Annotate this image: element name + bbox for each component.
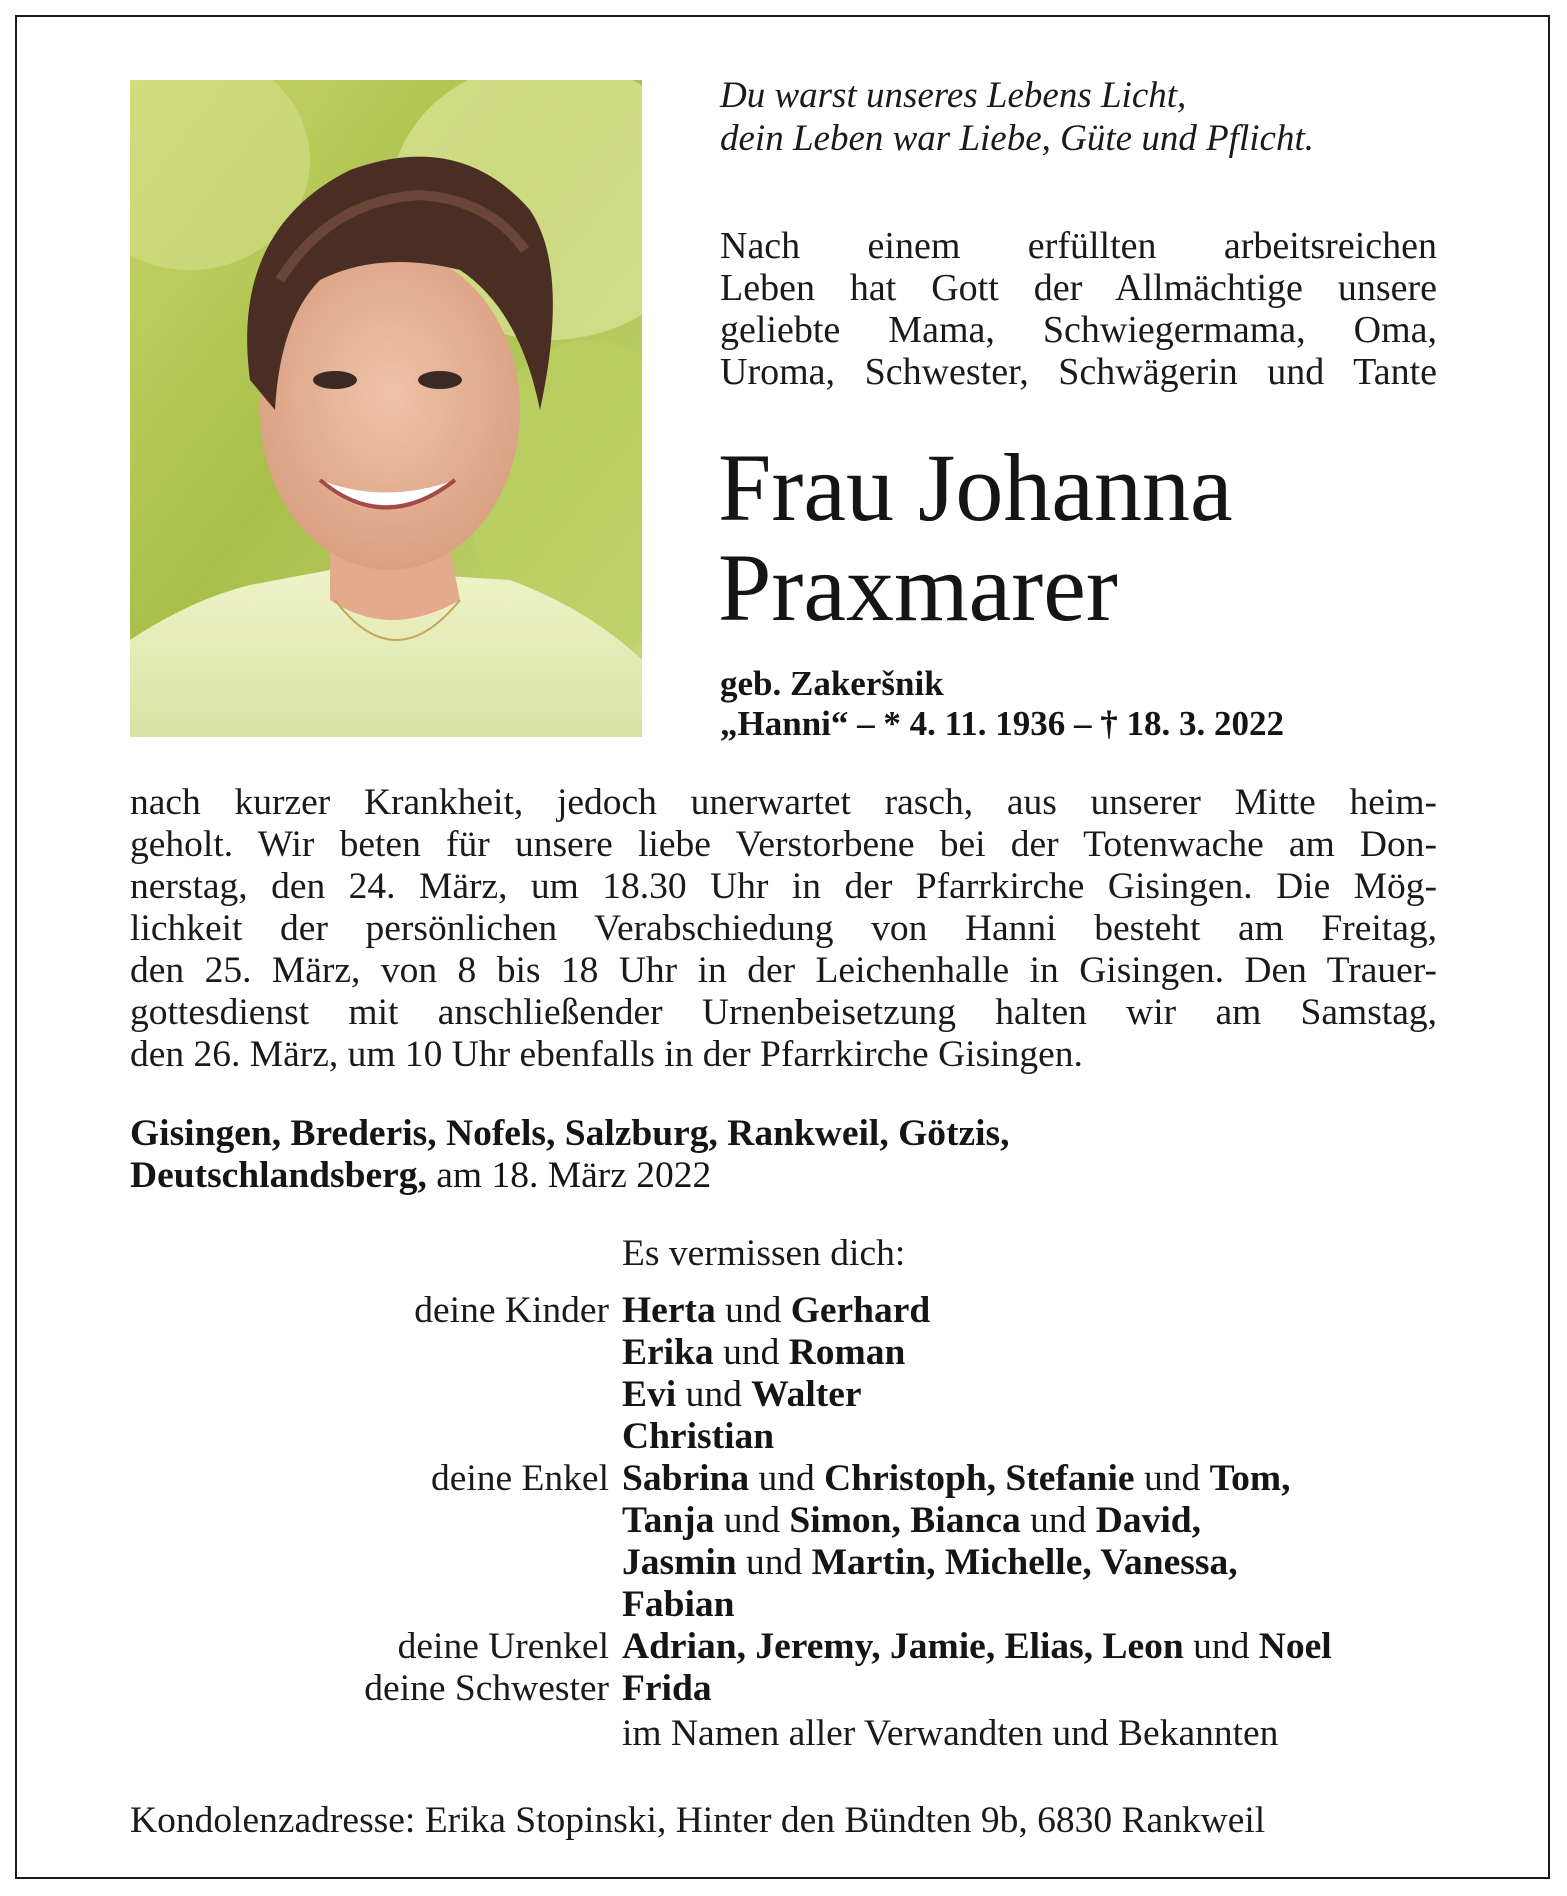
mourner-name: Tanja [622,1500,715,1541]
deceased-name-line-2: Praxmarer [718,534,1118,641]
mourner-name: Herta [622,1290,716,1331]
mourner-name: Gerhard [790,1290,931,1331]
motto [720,74,1440,160]
names-urenkel [622,1626,1332,1668]
relation-label-schwester: deine Schwester [364,1668,609,1709]
conjunction: und [725,1290,782,1331]
mourner-name: Christian [622,1416,775,1457]
motto-line-1: Du warst unseres Lebens Licht, [720,75,1187,116]
deceased-name [718,434,1478,641]
mourner-name: Evi [622,1374,677,1415]
conjunction: und [758,1458,815,1499]
places-and-date [130,1113,1330,1197]
mourner-name: David, [1095,1500,1201,1541]
mourner-name: Roman [788,1332,906,1373]
body-line: den 25. März, von 8 bis 18 Uhr in der Leichenhalle in Gisingen. Den Trauer- [130,950,1437,991]
closing-line: im Namen aller Verwandten und Bekannten [622,1713,1279,1754]
body-line: nerstag, den 24. März, um 18.30 Uhr in der Pfarrkirche Gisingen. Die Mög- [130,866,1437,907]
mourner-name: Adrian, Jeremy, Jamie, Elias, Leon [622,1626,1184,1667]
maiden-name: geb. Zakeršnik [720,664,944,703]
mourner-name: Simon, Bianca [789,1500,1021,1541]
conjunction: und [723,1332,780,1373]
mourner-name: Martin, Michelle, Vanessa, [811,1542,1238,1583]
mourner-name: Sabrina [622,1458,750,1499]
mourner-name: Tom, [1209,1458,1291,1499]
relation-label-enkel: deine Enkel [430,1458,609,1499]
mourner-name: Frida [622,1668,712,1709]
intro-line: Nach einem erfüllten arbeitsreichen [720,225,1437,267]
intro-line: Uroma, Schwester, Schwägerin und Tante [720,351,1437,393]
conjunction: und [685,1374,742,1415]
mourner-name: Walter [751,1374,862,1415]
condolence-address: Kondolenzadresse: Erika Stopinski, Hinter den Bündten 9b, 6830 Rankweil [130,1800,1266,1841]
places-line-1: Gisingen, Brederis, Nofels, Salzburg, Rankweil, Götzis, [130,1113,1010,1154]
motto-line-2: dein Leben war Liebe, Güte und Pflicht. [720,118,1314,159]
mourner-name: Noel [1258,1626,1332,1667]
mourners-heading: Es vermissen dich: [622,1233,906,1274]
mourner-name: Jasmin [622,1542,737,1583]
life-dates: „Hanni“ – * 4. 11. 1936 – † 18. 3. 2022 [720,704,1284,743]
conjunction: und [1193,1626,1250,1667]
conjunction: und [1143,1458,1201,1499]
body-line: geholt. Wir beten für unsere liebe Verstorbene bei der Totenwache am Don- [130,824,1437,865]
names-enkel [622,1458,1291,1626]
body-line: den 26. März, um 10 Uhr ebenfalls in der Pfarrkirche Gisingen. [130,1034,1083,1075]
intro-paragraph [720,225,1437,393]
deceased-name-line-1: Frau Johanna [718,434,1233,541]
intro-line: Leben hat Gott der Allmächtige unsere [720,267,1437,309]
portrait-photo [130,80,642,737]
announcement-text [130,782,1437,1076]
names-kinder [622,1290,930,1458]
mourner-name: Erika [622,1332,714,1373]
intro-line: geliebte Mama, Schwiegermama, Oma, [720,309,1437,351]
body-line: gottesdienst mit anschließender Urnenbeisetzung halten wir am Samstag, [130,992,1437,1033]
names-schwester [622,1668,712,1710]
mourner-name: Fabian [622,1584,735,1625]
conjunction: und [745,1542,803,1583]
body-line: lichkeit der persönlichen Verabschiedung von Hanni besteht am Freitag, [130,908,1437,949]
birth-info [720,664,1420,744]
conjunction: und [723,1500,781,1541]
relation-label-kinder: deine Kinder [414,1290,609,1331]
places-line-2: Deutschlandsberg, [130,1155,427,1196]
place-date: am 18. März 2022 [436,1155,712,1196]
body-line: nach kurzer Krankheit, jedoch unerwartet rasch, aus unserer Mitte heim- [130,782,1437,823]
conjunction: und [1030,1500,1087,1541]
mourner-name: Christoph, Stefanie [824,1458,1135,1499]
relation-label-urenkel: deine Urenkel [397,1626,609,1667]
